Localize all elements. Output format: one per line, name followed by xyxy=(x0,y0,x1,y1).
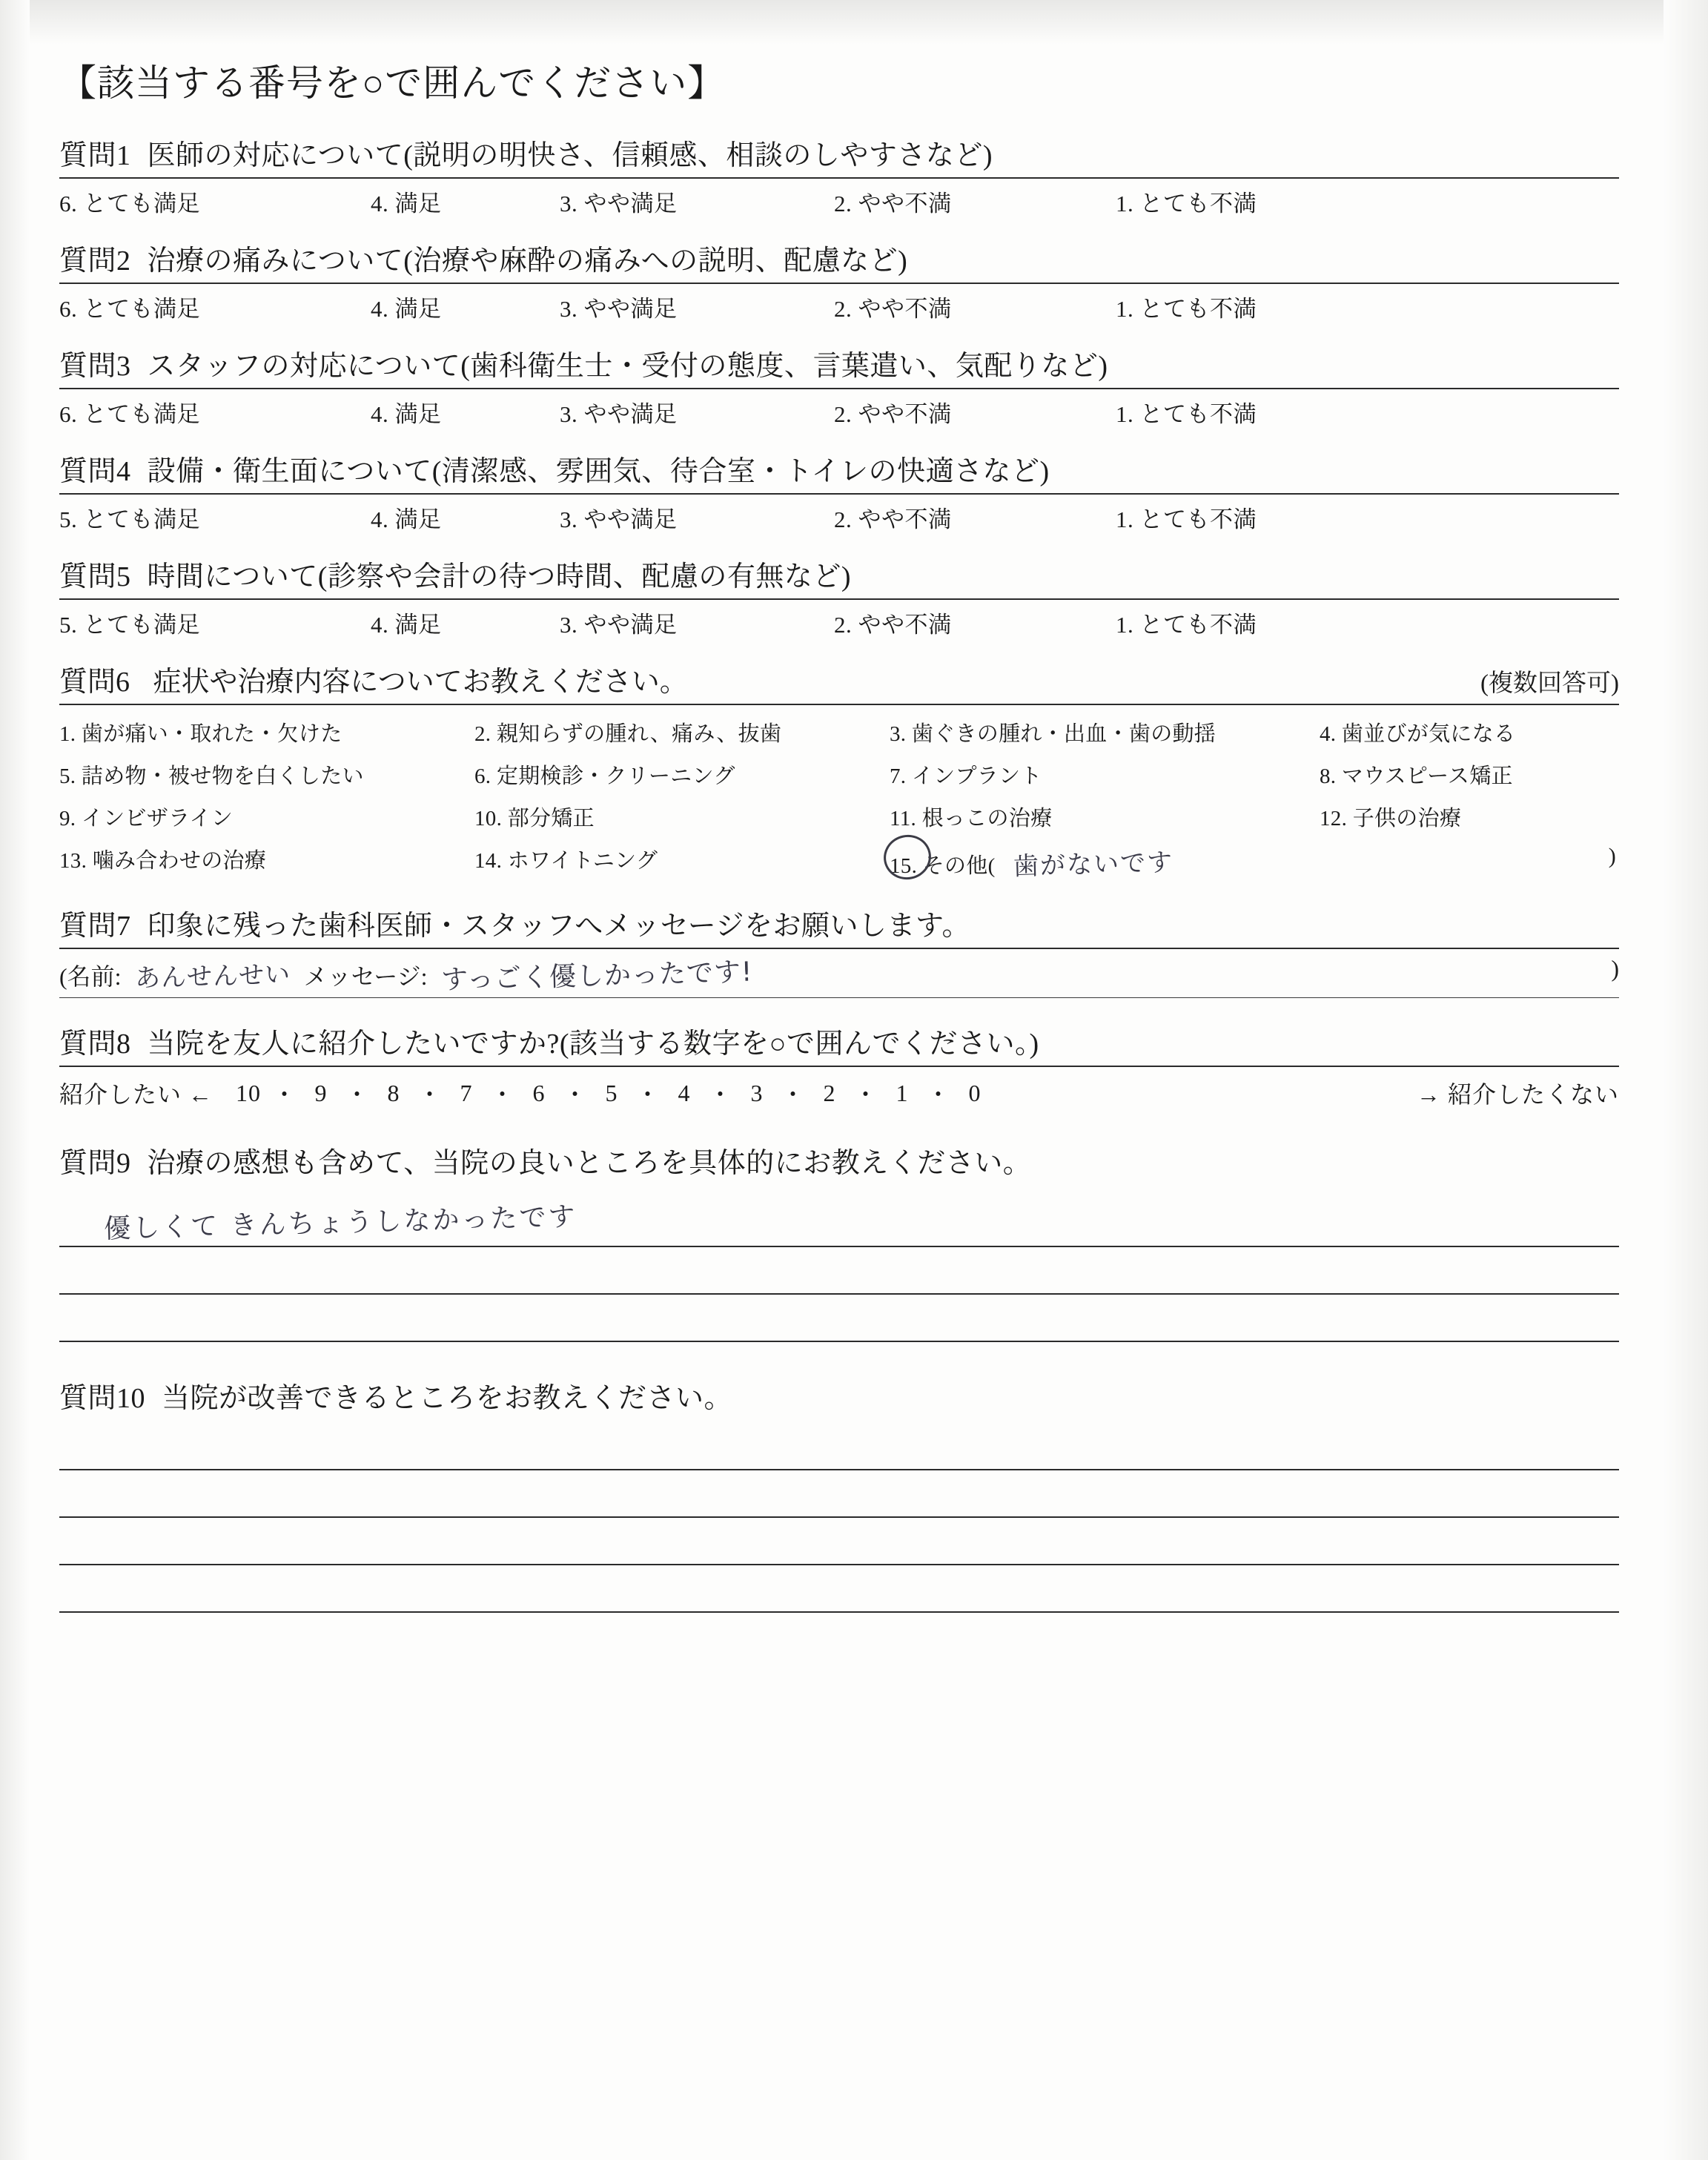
question-5-text: 時間について(診察や会計の待つ時間、配慮の有無など) xyxy=(147,561,852,592)
question-4-option-3[interactable]: 3. やや満足 xyxy=(560,506,678,532)
question-4-text: 設備・衛生面について(清潔感、雰囲気、待合室・トイレの快適さなど) xyxy=(147,456,1050,487)
question-7-heading xyxy=(59,902,1619,943)
question-2-option-2[interactable]: 2. やや不満 xyxy=(834,296,952,322)
question-3-heading xyxy=(59,343,1619,383)
question-1-rule xyxy=(59,177,1619,179)
q7-message-prefix: メッセージ: xyxy=(303,963,428,990)
q8-sep-8: ・ xyxy=(781,1081,806,1108)
question-2-option-3[interactable]: 3. やや満足 xyxy=(560,296,678,322)
question-5-option-3[interactable]: 3. やや満足 xyxy=(560,612,678,638)
question-9-label: 質問9 xyxy=(59,1148,131,1179)
question-3-option-1[interactable]: 1. とても不満 xyxy=(1116,401,1257,427)
question-6-heading xyxy=(59,658,1619,699)
question-5-rule xyxy=(59,598,1619,600)
q6-option-7[interactable]: 7. インプラント xyxy=(890,764,1042,788)
question-4-option-1[interactable]: 1. とても不満 xyxy=(1116,506,1257,532)
q6-option-3[interactable]: 3. 歯ぐきの腫れ・出血・歯の動揺 xyxy=(890,722,1217,746)
question-6-label: 質問6 xyxy=(59,667,130,698)
question-1-label: 質問1 xyxy=(59,140,131,171)
q6-option-10[interactable]: 10. 部分矯正 xyxy=(474,807,595,830)
q6-option-9[interactable]: 9. インビザライン xyxy=(59,807,234,830)
question-4-label: 質問4 xyxy=(59,456,131,487)
question-6 xyxy=(59,658,1619,880)
question-2-text: 治療の痛みについて(治療や麻酔の痛みへの説明、配慮など) xyxy=(147,245,908,277)
question-2-option-1[interactable]: 1. とても不満 xyxy=(1116,296,1257,322)
q8-number-scale xyxy=(228,1076,1399,1110)
q8-sep-5: ・ xyxy=(563,1081,588,1108)
q8-sep-9: ・ xyxy=(853,1081,878,1108)
question-3-scale xyxy=(59,395,1619,440)
question-8-rule xyxy=(59,1066,1619,1067)
question-5 xyxy=(59,553,1619,651)
question-1-option-6[interactable]: 6. とても満足 xyxy=(59,191,200,217)
q6-option-5[interactable]: 5. 詰め物・被せ物を白くしたい xyxy=(59,764,364,788)
q8-number-9[interactable]: 9 xyxy=(314,1079,328,1106)
q6-option-1[interactable]: 1. 歯が痛い・取れた・欠けた xyxy=(59,722,342,746)
question-8-text: 当院を友人に紹介したいですか?(該当する数字を○で囲んでください。) xyxy=(147,1028,1039,1060)
question-5-label: 質問5 xyxy=(59,561,131,592)
question-8-label: 質問8 xyxy=(59,1028,131,1060)
question-1-option-1[interactable]: 1. とても不満 xyxy=(1116,191,1257,217)
question-8-scale xyxy=(59,1073,1619,1117)
q8-number-7[interactable]: 7 xyxy=(460,1079,473,1106)
q8-number-3[interactable]: 3 xyxy=(750,1079,764,1106)
question-3-label: 質問3 xyxy=(59,351,131,382)
question-7-answer-row[interactable] xyxy=(59,955,1619,997)
q9-answer-line-1[interactable] xyxy=(59,1200,1619,1247)
question-5-option-1[interactable]: 1. とても不満 xyxy=(1116,612,1257,638)
question-2 xyxy=(59,237,1619,335)
question-2-scale xyxy=(59,290,1619,335)
q7-name-value: あんせんせい xyxy=(134,960,291,994)
q8-sep-4: ・ xyxy=(490,1081,515,1108)
question-4-option-5[interactable]: 5. とても満足 xyxy=(59,506,200,532)
question-6-text: 症状や治療内容についてお教えください。 xyxy=(153,667,688,698)
q10-answer-line-4[interactable] xyxy=(59,1565,1619,1613)
q8-sep-10: ・ xyxy=(926,1081,951,1108)
q8-right-label: → 紹介したくない xyxy=(1416,1081,1619,1108)
question-1-heading xyxy=(59,132,1619,173)
q6-option-11[interactable]: 11. 根っこの治療 xyxy=(890,807,1053,830)
question-2-option-6[interactable]: 6. とても満足 xyxy=(59,296,200,322)
q8-sep-1: ・ xyxy=(272,1081,297,1108)
q8-sep-6: ・ xyxy=(635,1081,661,1108)
question-2-option-4[interactable]: 4. 満足 xyxy=(371,296,442,322)
q6-option-4[interactable]: 4. 歯並びが気になる xyxy=(1320,722,1516,746)
question-3-text: スタッフの対応について(歯科衛生士・受付の態度、言葉遣い、気配りなど) xyxy=(147,351,1108,382)
q8-number-6[interactable]: 6 xyxy=(532,1079,546,1106)
q6-other-label: 15. その他( xyxy=(890,854,996,878)
q10-answer-line-3[interactable] xyxy=(59,1518,1619,1565)
question-10-text: 当院が改善できるところをお教えください。 xyxy=(162,1383,733,1414)
q8-sep-2: ・ xyxy=(345,1081,370,1108)
question-7-answer-rule xyxy=(59,997,1619,998)
q6-other-value: 歯がないです xyxy=(1013,848,1174,882)
q10-answer-line-2[interactable] xyxy=(59,1470,1619,1518)
q6-other-close-paren: ) xyxy=(1608,844,1616,868)
q8-number-2[interactable]: 2 xyxy=(823,1079,836,1106)
question-1-option-4[interactable]: 4. 満足 xyxy=(371,191,442,217)
question-3-option-4[interactable]: 4. 満足 xyxy=(371,401,442,427)
q8-number-10[interactable]: 10 xyxy=(236,1079,262,1106)
question-7-rule xyxy=(59,948,1619,949)
question-9-answer-area[interactable] xyxy=(59,1200,1619,1342)
q8-number-0[interactable]: 0 xyxy=(968,1079,982,1106)
question-5-heading xyxy=(59,553,1619,594)
question-5-option-5[interactable]: 5. とても満足 xyxy=(59,612,200,638)
question-2-label: 質問2 xyxy=(59,245,131,277)
question-8 xyxy=(59,1020,1619,1117)
question-5-scale xyxy=(59,606,1619,651)
question-7 xyxy=(59,902,1619,998)
q6-option-8[interactable]: 8. マウスピース矯正 xyxy=(1320,764,1513,788)
question-4-heading xyxy=(59,448,1619,489)
q7-name-prefix: (名前: xyxy=(59,963,122,990)
q6-option-13[interactable]: 13. 噛み合わせの治療 xyxy=(59,849,267,873)
question-4-option-2[interactable]: 2. やや不満 xyxy=(834,506,952,532)
question-2-heading xyxy=(59,237,1619,278)
q6-option-14[interactable]: 14. ホワイトニング xyxy=(474,849,658,873)
question-6-rule xyxy=(59,704,1619,705)
question-9-text: 治療の感想も含めて、当院の良いところを具体的にお教えください。 xyxy=(147,1148,1032,1179)
question-10-label: 質問10 xyxy=(59,1383,146,1414)
question-6-note: (複数回答可) xyxy=(1480,670,1619,697)
q6-option-15-other[interactable] xyxy=(890,844,1616,880)
q8-left-label: 紹介したい ← xyxy=(59,1081,214,1108)
q9-answer-line-2[interactable] xyxy=(59,1247,1619,1295)
q7-close-paren: ) xyxy=(1611,955,1619,982)
question-2-rule xyxy=(59,283,1619,284)
question-10-heading xyxy=(59,1375,1619,1416)
q8-number-8[interactable]: 8 xyxy=(387,1079,400,1106)
q8-number-1[interactable]: 1 xyxy=(896,1079,909,1106)
question-3-option-6[interactable]: 6. とても満足 xyxy=(59,401,200,427)
q8-number-4[interactable]: 4 xyxy=(678,1079,691,1106)
question-10-answer-area[interactable] xyxy=(59,1423,1619,1613)
question-4-scale xyxy=(59,501,1619,546)
question-1-option-3[interactable]: 3. やや満足 xyxy=(560,191,678,217)
question-10 xyxy=(59,1375,1619,1613)
question-1-scale xyxy=(59,185,1619,230)
question-5-option-2[interactable]: 2. やや不満 xyxy=(834,612,952,638)
question-7-text: 印象に残った歯科医師・スタッフへメッセージをお願いします。 xyxy=(147,911,970,942)
question-3-option-3[interactable]: 3. やや満足 xyxy=(560,401,678,427)
q6-option-2[interactable]: 2. 親知らずの腫れ、痛み、抜歯 xyxy=(474,722,782,746)
q6-option-12[interactable]: 12. 子供の治療 xyxy=(1320,807,1462,830)
question-8-heading xyxy=(59,1020,1619,1061)
question-4-option-4[interactable]: 4. 満足 xyxy=(371,506,442,532)
question-1 xyxy=(59,132,1619,230)
question-4-rule xyxy=(59,493,1619,495)
question-5-option-4[interactable]: 4. 満足 xyxy=(371,612,442,638)
page-title: 【該当する番号を○で囲んでください】 xyxy=(59,62,726,104)
q9-answer-value: 優しくて きんちょうしなかったです xyxy=(103,1201,577,1245)
question-1-option-2[interactable]: 2. やや不満 xyxy=(834,191,952,217)
question-9 xyxy=(59,1140,1619,1342)
question-7-label: 質問7 xyxy=(59,911,131,942)
q7-message-value: すっごく優しかったです! xyxy=(440,957,753,996)
q8-number-5[interactable]: 5 xyxy=(605,1079,618,1106)
q8-sep-7: ・ xyxy=(708,1081,733,1108)
q8-sep-3: ・ xyxy=(417,1081,443,1108)
question-3 xyxy=(59,343,1619,440)
question-1-text: 医師の対応について(説明の明快さ、信頼感、相談のしやすさなど) xyxy=(147,140,993,171)
question-3-rule xyxy=(59,388,1619,389)
q10-answer-line-1[interactable] xyxy=(59,1423,1619,1470)
question-3-option-2[interactable]: 2. やや不満 xyxy=(834,401,952,427)
q9-answer-line-3[interactable] xyxy=(59,1295,1619,1342)
q6-option-6[interactable]: 6. 定期検診・クリーニング xyxy=(474,764,735,788)
question-6-options xyxy=(59,711,1619,880)
question-4 xyxy=(59,448,1619,546)
question-9-heading xyxy=(59,1140,1619,1180)
